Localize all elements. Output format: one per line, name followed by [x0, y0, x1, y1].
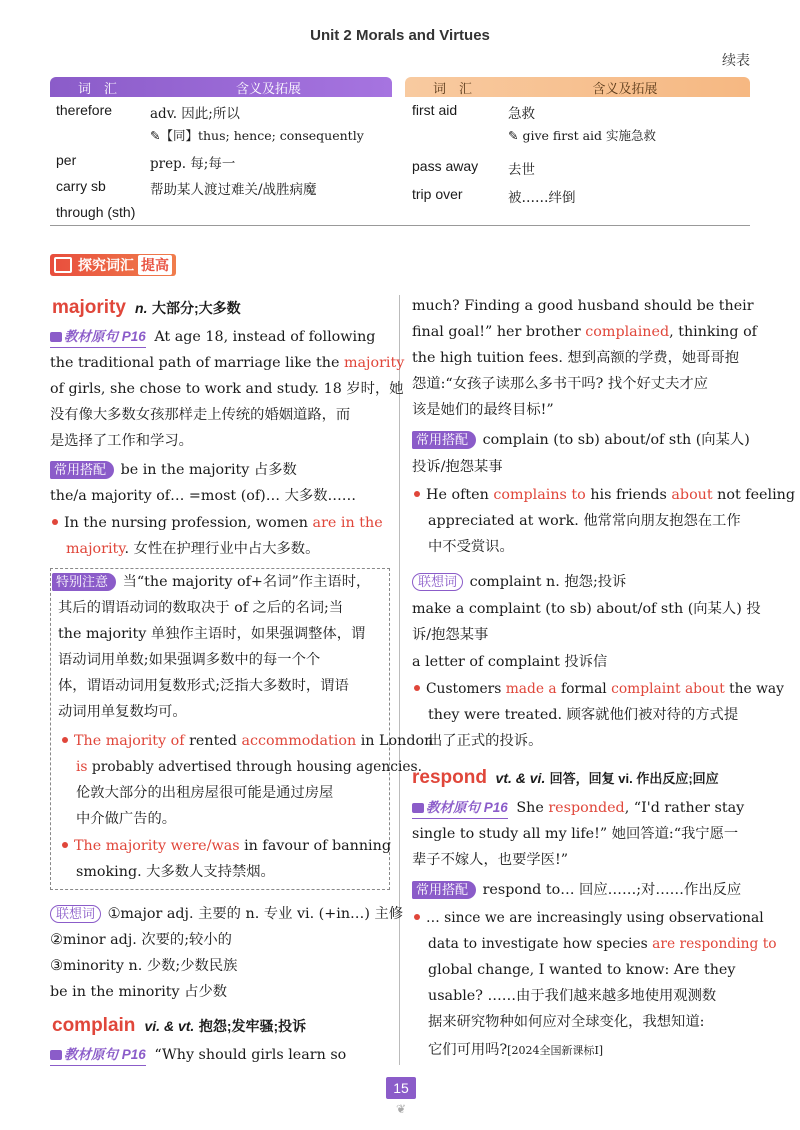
definition: 大部分;大多数 [152, 300, 241, 316]
example-line: 中介做广告的。 [76, 811, 177, 827]
vocab-table-right-header [405, 77, 750, 97]
vocab-word: carry sb [56, 178, 106, 194]
text-line: 没有像大多数女孩那样走上传统的婚姻道路，而 [50, 407, 351, 423]
column-divider [399, 295, 400, 1065]
association-line: a letter of complaint 投诉信 [412, 654, 608, 670]
entry-complain-heading [52, 1016, 306, 1037]
example-line: The majority were/was in favour of banning [62, 836, 391, 856]
text-line: of girls, she chose to work and study. 18 岁时，她 [50, 381, 404, 397]
section-label: 探究词汇 [78, 257, 134, 273]
example-line: He often complains to his friends about not feeling [414, 485, 795, 505]
example-line: is probably advertised through housing agencies. [76, 759, 423, 775]
entry-majority-heading [52, 298, 241, 319]
text-line: the high tuition fees. 想到高额的学费，她哥哥抱 [412, 350, 740, 366]
example-line: usable? ……由于我们越来越多地使用观测数 [428, 988, 717, 1004]
definition: 回答，回复 vi. 作出反应;回应 [549, 771, 719, 786]
text-line: 是选择了工作和学习。 [50, 433, 193, 449]
definition: 抱怨;发牢骚;投诉 [198, 1018, 307, 1034]
vocab-meaning: 被……绊倒 [508, 190, 576, 206]
col-meaning-header: 含义及拓展 [235, 80, 301, 96]
collocation-tag: 常用搭配 [412, 431, 476, 449]
text-line: single to study all my life!” 她回答道:“我宁愿一 [412, 826, 739, 842]
part-of-speech: vt. & vi. [495, 770, 546, 786]
text-line: final goal!” her brother complained, thinking of [412, 324, 757, 340]
example-line: The majority of rented accommodation in London [62, 731, 433, 751]
col-word-header: 词 汇 [77, 80, 117, 96]
part-of-speech: n. [135, 300, 148, 316]
source-citation: [2024全国新课标Ⅰ] [507, 1044, 604, 1057]
textbook-source-tag: 教材原句 P16 [50, 1045, 146, 1066]
association-line: be in the minority 占少数 [50, 984, 228, 1000]
bullet-icon [414, 685, 420, 691]
example-line: 据来研究物种如何应对全球变化，我想知道: [428, 1014, 705, 1030]
association-line: 联想词 complaint n. 抱怨;投诉 [412, 572, 626, 592]
col-meaning-header: 含义及拓展 [592, 80, 658, 96]
special-note-tag: 特别注意 [52, 573, 116, 591]
part-of-speech: vi. & vt. [144, 1018, 195, 1034]
example-line: data to investigate how species are responding to [428, 936, 777, 952]
vocab-meaning: prep. 每;每一 [150, 156, 236, 172]
textbook-sentence: 教材原句 P16 She responded, “I'd rather stay [412, 798, 744, 819]
vocab-meaning: 去世 [508, 162, 535, 178]
headword: complain [52, 1015, 136, 1036]
entry-respond-heading [412, 768, 719, 789]
col-word-header: 词 汇 [432, 80, 472, 96]
collocation-line: 常用搭配 respond to… 回应……;对……作出反应 [412, 880, 741, 900]
bird-icon: ❦ [396, 1102, 407, 1116]
bullet-icon [52, 519, 58, 525]
note-line: 特别注意 当“the majority of+名词”作主语时， [52, 572, 370, 592]
page-number: 15 [386, 1077, 416, 1099]
vocab-meaning: ✎【同】thus; hence; consequently [150, 128, 364, 143]
collocation-tag: 常用搭配 [412, 881, 476, 899]
note-line: 动词用单复数均可。 [58, 704, 187, 720]
collocation-line: 常用搭配 complain (to sb) about/of sth (向某人) [412, 430, 750, 450]
association-tag: 联想词 [50, 905, 101, 923]
text-line: the traditional path of marriage like the majority [50, 355, 405, 371]
vocab-word: pass away [412, 158, 479, 174]
example-line: they were treated. 顾客就他们被对待的方式提 [428, 707, 739, 723]
textbook-sentence: 教材原句 P16 At age 18, instead of following [50, 327, 375, 348]
text-line: 怨道:“女孩子读那么多书干吗? 找个好丈夫才应 [412, 376, 708, 392]
collocation-line: the/a majority of… =most (of)… 大多数…… [50, 488, 357, 504]
example-line: 伦敦大部分的出租房屋很可能是通过房屋 [76, 785, 334, 801]
association-line: 联想词 ①major adj. 主要的 n. 专业 vi. (+in…) 主修 [50, 904, 403, 924]
association-line: make a complaint (to sb) about/of sth (向某人) 投 [412, 601, 761, 617]
table-bottom-rule [50, 225, 750, 226]
book-icon [54, 257, 72, 273]
text-line: much? Finding a good husband should be their [412, 298, 754, 314]
bullet-icon [62, 842, 68, 848]
vocab-table-left-header [50, 77, 392, 97]
text-line: 该是她们的最终目标!” [412, 402, 554, 418]
vocab-meaning: 急救 [508, 106, 535, 122]
collocation-tag: 常用搭配 [50, 461, 114, 479]
unit-title: Unit 2 Morals and Virtues [310, 27, 490, 44]
example-line: 它们可用吗?[2024全国新课标Ⅰ] [428, 1042, 604, 1058]
association-line: ③minority n. 少数;少数民族 [50, 958, 238, 974]
example-line: 中不受赏识。 [428, 539, 514, 555]
vocab-meaning: adv. 因此;所以 [150, 106, 240, 122]
vocab-word: trip over [412, 186, 463, 202]
textbook-sentence: 教材原句 P16 “Why should girls learn so [50, 1045, 346, 1066]
example-line: … since we are increasingly using observational [414, 908, 764, 928]
text-line: 辈子不嫁人，也要学医!” [412, 852, 569, 868]
vocab-word: first aid [412, 102, 458, 118]
example-line: global change, I wanted to know: Are they [428, 962, 736, 978]
section-sub-label: 提高 [138, 255, 172, 275]
book-icon [50, 1050, 62, 1060]
collocation-line: 投诉/抱怨某事 [412, 459, 503, 475]
note-line: 语动词用单数;如果强调多数中的每一个个 [58, 652, 321, 668]
vocab-meaning: 帮助某人渡过难关/战胜病魔 [150, 182, 317, 198]
association-line: 诉/抱怨某事 [412, 627, 489, 643]
textbook-source-tag: 教材原句 P16 [50, 327, 146, 348]
vocab-word: per [56, 152, 77, 168]
example-line: smoking. 大多数人支持禁烟。 [76, 864, 275, 880]
collocation-line: 常用搭配 be in the majority 占多数 [50, 460, 297, 480]
example-line: Customers made a formal complaint about the way [414, 679, 784, 699]
note-line: 体，谓语动词用复数形式;泛指大多数时，谓语 [58, 678, 349, 694]
example-line: In the nursing profession, women are in the [52, 513, 383, 533]
headword: respond [412, 767, 487, 788]
association-line: ②minor adj. 次要的;较小的 [50, 932, 232, 948]
bullet-icon [414, 491, 420, 497]
vocab-word: through (sth) [56, 204, 136, 220]
bullet-icon [414, 914, 420, 920]
section-tag [50, 254, 176, 276]
bullet-icon [62, 737, 68, 743]
vocab-meaning: ✎ give first aid 实施急救 [508, 128, 657, 143]
note-line: 其后的谓语动词的数取决于 of 之后的名词;当 [58, 600, 344, 616]
headword: majority [52, 297, 126, 318]
continued-label: 续表 [722, 53, 750, 69]
book-icon [412, 803, 424, 813]
association-tag: 联想词 [412, 573, 463, 591]
example-line: appreciated at work. 他常常向朋友抱怨在工作 [428, 513, 741, 529]
book-icon [50, 332, 62, 342]
example-line: majority. 女性在护理行业中占大多数。 [66, 541, 320, 557]
example-line: 出了正式的投诉。 [428, 733, 543, 749]
textbook-source-tag: 教材原句 P16 [412, 798, 508, 819]
note-line: the majority 单独作主语时，如果强调整体，谓 [58, 626, 366, 642]
vocab-word: therefore [56, 102, 113, 118]
